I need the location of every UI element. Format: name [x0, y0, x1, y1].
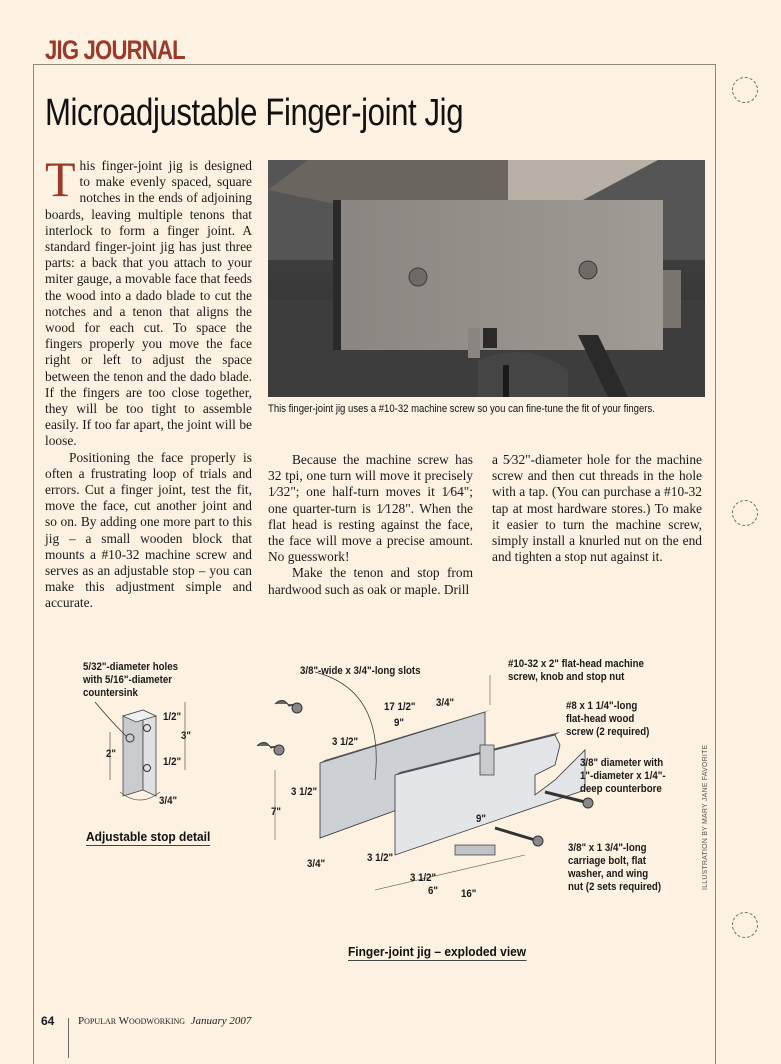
paragraph: Make the tenon and stop from hardwood such as oak or maple. Drill	[268, 565, 473, 597]
paragraph: Positioning the face properly is often a frustrating loop of trials and errors. Cut a finger joint, test the fit, move the face, cut another joint and so on. By adding one more part to this jig – a small wooden block that mounts a #10-32 machine screw and serves as an adjustable stop – you can make this adjustment simple and accurate.	[45, 449, 252, 611]
carriage-bolt-icon	[583, 798, 593, 808]
dim-label: 17 1/2"	[384, 701, 416, 713]
wood-screw-callout: #8 x 1 1/4"-long flat-head wood screw (2 required)	[566, 700, 650, 738]
dim-label: 6"	[428, 885, 438, 897]
photo-caption: This finger-joint jig uses a #10-32 machine screw so you can fine-tune the fit of your fingers.	[268, 403, 655, 415]
washer-icon	[274, 745, 284, 755]
footer-publication	[78, 1015, 251, 1027]
wing-nut-icon	[275, 700, 295, 706]
wing-nut-icon	[257, 742, 277, 748]
dim-label: 16"	[461, 888, 477, 900]
stop-block	[480, 745, 494, 775]
dim-label: 3 1/2"	[332, 736, 359, 748]
article-column-1	[45, 151, 252, 612]
carriage-bolt-icon	[533, 836, 543, 846]
article-title: Microadjustable Finger-joint Jig	[45, 92, 464, 134]
dim-label: 3/4"	[436, 697, 455, 709]
drop-cap: T	[45, 151, 76, 207]
illustration-credit: ILLUSTRATION BY MARY JANE FAVORITE	[702, 744, 709, 890]
punch-hole-icon	[732, 912, 758, 938]
dim-label: 2"	[106, 748, 116, 760]
footer-divider	[68, 1018, 69, 1058]
dim-label: 3"	[181, 730, 191, 742]
dim-label: 1/2"	[163, 711, 182, 723]
stop-detail-title: Adjustable stop detail	[86, 829, 211, 844]
counterbore-callout: 3/8" diameter with 1"-diameter x 1/4"- deep counterbore	[580, 757, 666, 795]
dim-label: 3/4"	[159, 795, 178, 807]
paragraph: his finger-joint jig is designed to make evenly spaced, square notches in the ends of adjoining boards, leaving multiple tenons that interlock to form a finger joint. A standard finger-joint jig has just three parts: a back that you attach to your miter gauge, a movable face that feeds the wood into a dado blade to cut the notches and a tenon that aligns the wood for each cut. To space the fingers properly you move the face right or left to adjust the space between the tenon and the dado blade. If the fingers are too close together, they will be too tight to assemble easily. If too far apart, the joint will be loose.	[45, 158, 252, 449]
issue-date: January 2007	[190, 1015, 252, 1027]
punch-hole-icon	[732, 77, 758, 103]
machine-screw-callout: #10-32 x 2" flat-head machine screw, knob and stop nut	[508, 658, 644, 683]
dim-label: 1/2"	[163, 756, 182, 768]
stop-callout: 5/32"-diameter holes with 5/16"-diameter countersink	[83, 661, 178, 699]
slots-callout: 3/8"-wide x 3/4"-long slots	[300, 665, 421, 677]
dim-label: 3 1/2"	[410, 872, 437, 884]
magazine-name: Popular Woodworking	[78, 1015, 186, 1027]
punch-hole-icon	[732, 500, 758, 526]
jig-photo-illustration	[268, 160, 705, 397]
paragraph: a 5⁄32"-diameter hole for the machine screw and then cut threads in the hole with a tap. (You can purchase a #10-32 tap at most hardware stores.) To make it easier to turn the machine screw, simply install a knurled nut on the end and tighten a stop nut against it.	[492, 452, 702, 565]
article-column-3	[492, 452, 702, 565]
dim-label: 3/4"	[307, 858, 326, 870]
dim-label: 3 1/2"	[367, 852, 394, 864]
paragraph: Because the machine screw has 32 tpi, one turn will move it precisely 1⁄32"; one half-turn moves it 1⁄64"; one quarter-turn is 1⁄128". When the flat head is resting against the face, the face will move a precise amount. No guesswork!	[268, 452, 473, 565]
dim-label: 3 1/2"	[291, 786, 318, 798]
jig-photo	[268, 160, 705, 397]
article-column-2	[268, 452, 473, 598]
page-number: 64	[41, 1014, 55, 1028]
washer-icon	[292, 703, 302, 713]
carriage-bolt-callout: 3/8" x 1 3/4"-long carriage bolt, flat washer, and wing nut (2 sets required)	[568, 842, 662, 893]
dim-label: 9"	[394, 717, 404, 729]
exploded-view-title: Finger-joint jig – exploded view	[348, 944, 527, 959]
section-tag: JIG JOURNAL	[45, 35, 185, 65]
dim-label: 9"	[476, 813, 486, 825]
dim-label: 7"	[271, 806, 281, 818]
tenon	[455, 845, 495, 855]
